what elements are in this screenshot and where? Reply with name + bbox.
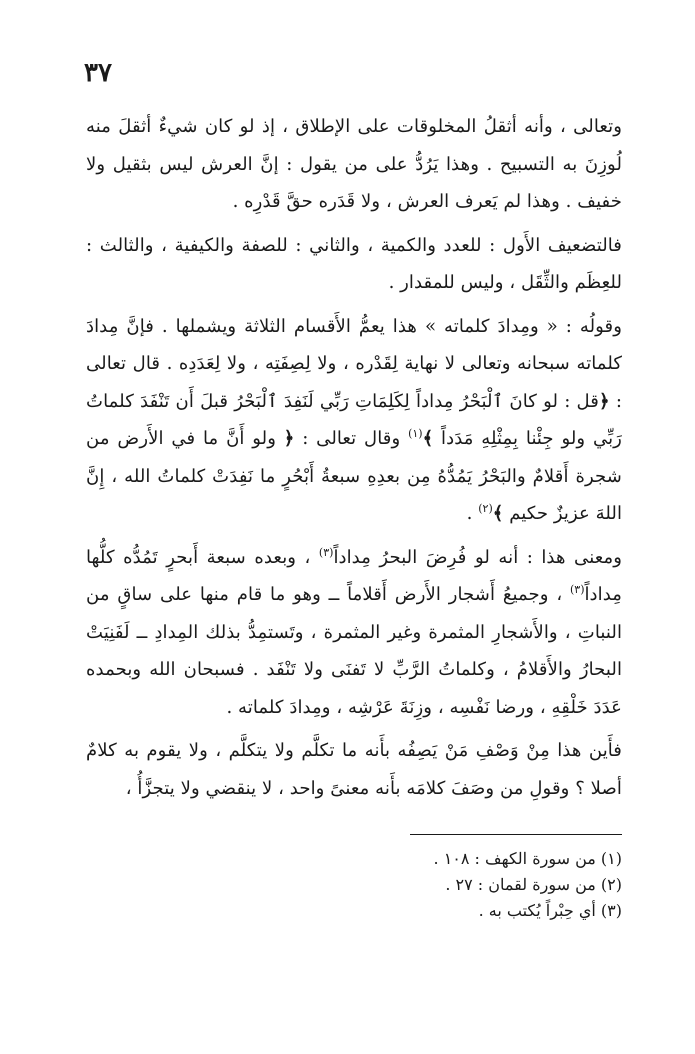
paragraph-5: فأَين هذا مِنْ وَصْفِ مَنْ يَصِفُه بأَنه ما تكلَّم ولا يتكلَّم ، ولا يقوم به كلامٌ أصلا ؟ وقولِ من وصَفَ كلامَه بأَنه معنىً واحد ، لا ينقضي ولا يتجزَّأُ ، bbox=[86, 740, 622, 799]
paragraph-3 bbox=[86, 308, 622, 533]
footnote-2: (٢) من سورة لقمان : ٢٧ . bbox=[445, 875, 622, 894]
footnote-3: (٣) أي حِبْراً يُكتب به . bbox=[478, 901, 622, 920]
paragraph-1: وتعالى ، وأنه أثقلُ المخلوقات على الإطلاق ، إذ لو كان شيءٌ أثقلَ منه لُوزِنَ به التسبيح . وهذا يَرُدُّ على من يقول : إنَّ العرش ليس بثقيل ولا خفيف . وهذا لم يَعرف العرش ، ولا قَدَره حقَّ قَدْرِه . bbox=[86, 116, 622, 212]
paragraph-4-part-3: ، وجميعُ أَشجار الأَرض أَقلاماً ــ وهو ما قام منها على ساقٍ من النباتِ ، والأَشجارِ المثمرة وغير المثمرة ، وتَستمِدُّ بذلك المِدادِ ــ لَفَنِيَتْ البحارُ والأَقلامُ ، وكلماتُ الرَّبِّ لا تَفنَى ولا تَنْفَد . فسبحان الله وبحمده عَدَدَ خَلْقِهِ ، ورضا نَفْسِه ، وزِنَةَ عَرْشِه ، ومِدادَ كلماته . bbox=[86, 584, 622, 718]
paragraph-4-part-1: ومعنى هذا : أنه لو فُرِضَ البحرُ مِداداً bbox=[333, 546, 622, 568]
footnote-ref-2[interactable]: (٢) bbox=[478, 501, 493, 515]
quran-bracket-close: ﴾ bbox=[492, 503, 504, 524]
paragraph-3-middle: وقال تعالى : bbox=[302, 428, 401, 449]
page-number: ٣٧ bbox=[84, 58, 112, 88]
footnote-ref-3b[interactable]: (٣) bbox=[569, 582, 585, 596]
quran-bracket-close: ﴾ bbox=[422, 428, 434, 449]
paragraph-2: فالتضعيف الأَول : للعدد والكمية ، والثاني : للصفة والكيفية ، والثالث : للعِظَم والثِّقَل ، وليس للمقدار . bbox=[86, 234, 622, 293]
quran-bracket-open: ﴿ bbox=[599, 390, 610, 412]
main-text bbox=[86, 108, 622, 807]
footnote-ref-3[interactable]: (٣) bbox=[318, 545, 334, 559]
footnote-ref-1[interactable]: (١) bbox=[408, 426, 423, 440]
paragraph-4 bbox=[86, 539, 622, 727]
quran-verse-kahf: قل : لو كانَ ٱلْبَحْرُ مِداداً لِكَلِمَاتِ رَبِّي لَنَفِدَ ٱلْبَحْرُ قبلَ أَن تَنْفَدَ كلماتُ رَبِّي ولو جِئْنا بِمِثْلِهِ مَدَداً bbox=[86, 390, 622, 449]
paragraph-3-end: . bbox=[466, 503, 473, 524]
footnote-divider bbox=[410, 834, 622, 835]
footnotes bbox=[300, 846, 622, 924]
paragraph-3-intro: وقولُه : « ومِدادَ كلماته » هذا يعمُّ الأَقسام الثلاثة ويشملها . فإنَّ مِدادَ كلماته سبحانه وتعالى لا نهاية لِقَدْره ، ولا لِصِفَتِه ، ولا لِعَدَدِه . قال تعالى : bbox=[86, 315, 622, 412]
paragraph-4-part-2: ، وبعده سبعة أَبحرٍ تَمُدُّه كلُّها مِداداً bbox=[86, 546, 622, 605]
quran-verse-luqman: ولو أَنَّ ما في الأَرض من شجرة أَقلامٌ والبَحْرُ يَمُدُّهُ مِن بعدِهِ سبعةُ أَبْحُرٍ ما نَفِدَتْ كلماتُ الله ، إِنَّ اللهَ عزيزٌ حكيم bbox=[86, 428, 622, 524]
footnote-1: (١) من سورة الكهف : ١٠٨ . bbox=[433, 849, 622, 868]
quran-bracket-open: ﴿ bbox=[283, 428, 295, 449]
